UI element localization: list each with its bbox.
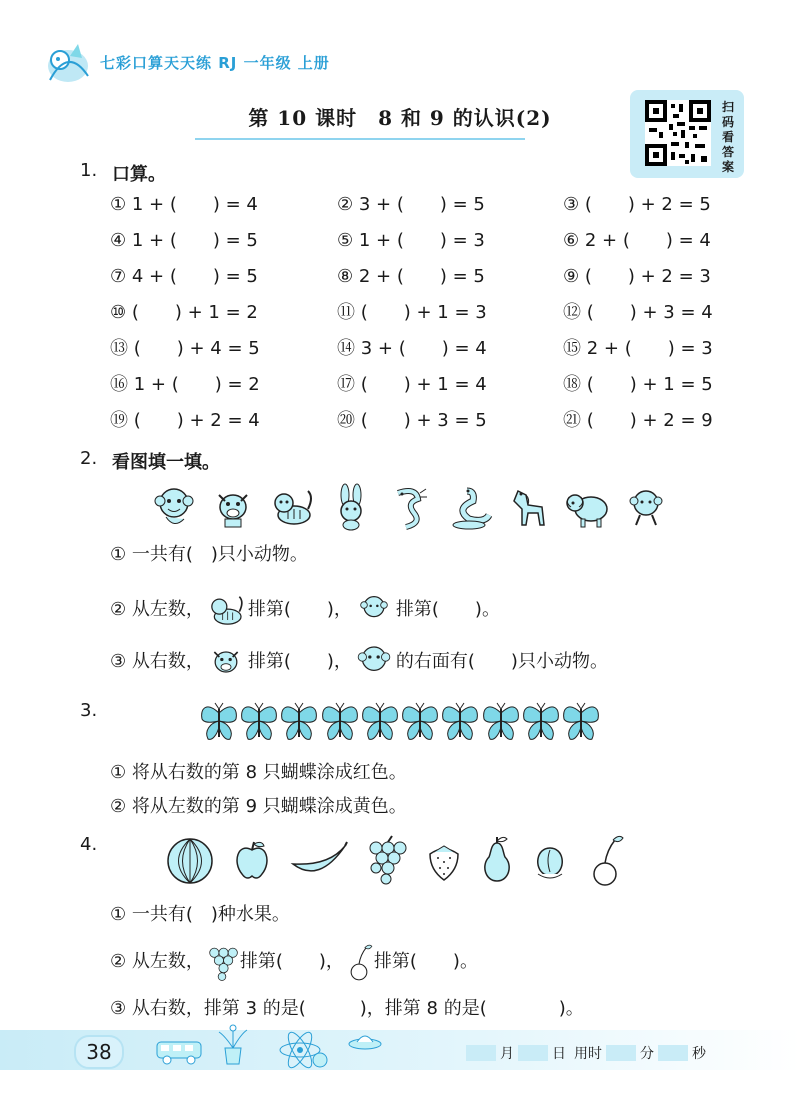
q1-eq-11[interactable]: ⑪ ( ) + 1 = 3 [337,302,487,323]
butterfly-icon[interactable] [200,701,238,743]
butterfly-icon[interactable] [441,701,479,743]
q1-title: 口算。 [112,164,166,185]
date-row [462,1043,706,1063]
q1-eq-17[interactable]: ⑰ ( ) + 1 = 4 [337,374,487,395]
series-title: 七彩口算天天练 RJ 一年级 上册 [100,54,330,72]
seconds-blank[interactable] [658,1045,688,1061]
q1-eq-9[interactable]: ⑨ ( ) + 2 = 3 [563,266,711,287]
rabbit-icon [327,483,375,531]
q3-line-1[interactable]: ① 将从右数的第 8 只蝴蝶涂成红色。 [110,762,407,783]
q1-eq-18[interactable]: ⑱ ( ) + 1 = 5 [563,374,713,395]
qr-label-char: 答 [721,145,734,159]
q2-line-2[interactable] [110,590,500,630]
butterfly-icon[interactable] [522,701,560,743]
q4-line-1[interactable]: ① 一共有( )种水果。 [110,904,290,925]
cherry-icon [585,832,625,888]
q2-line2-mid: 排第( )， [247,599,352,620]
q2-line3-lead: ③ 从右数， [110,651,204,672]
day-blank[interactable] [518,1045,548,1061]
ufo-icon [345,1030,385,1054]
q1-number: 1. [80,160,98,181]
apple-icon [230,838,274,882]
q1-eq-16[interactable]: ⑯ 1 + ( ) = 2 [110,374,260,395]
plant-icon [215,1022,251,1066]
q1-eq-10[interactable]: ⑩ ( ) + 1 = 2 [110,302,258,323]
banana-icon [289,840,349,880]
q2-line3-mid: 排第( )， [247,651,352,672]
q2-line2-end: 排第( )。 [395,599,500,620]
cow-icon [204,642,248,682]
q1-eq-13[interactable]: ⑬ ( ) + 4 = 5 [110,338,260,359]
grapes-icon [204,942,240,982]
qr-label [718,100,738,175]
butterfly-icon[interactable] [280,701,318,743]
qr-code-icon[interactable] [645,100,711,166]
q4-line2-lead: ② 从左数， [110,951,204,972]
atom-icon [270,1030,330,1070]
monkey-icon [352,590,396,630]
q2-line2-lead: ② 从左数， [110,599,204,620]
butterfly-row [200,700,600,744]
q1-eq-19[interactable]: ⑲ ( ) + 2 = 4 [110,410,260,431]
tiger-icon [268,483,316,531]
month-blank[interactable] [466,1045,496,1061]
seconds-label: 秒 [692,1046,706,1062]
strawberry-icon [424,838,464,882]
fruit-row [165,832,625,888]
butterfly-icon[interactable] [361,701,399,743]
q2-line-3[interactable] [110,642,608,682]
q1-eq-6[interactable]: ⑥ 2 + ( ) = 4 [563,230,711,251]
q1-eq-20[interactable]: ⑳ ( ) + 3 = 5 [337,410,487,431]
monkey-icon [150,483,198,531]
butterfly-icon[interactable] [240,701,278,743]
q3-number: 3. [80,700,98,721]
q1-eq-12[interactable]: ⑫ ( ) + 3 = 4 [563,302,713,323]
snake-icon [445,483,493,531]
time-label: 用时 [574,1046,602,1062]
title-underline [195,138,525,140]
minutes-label: 分 [640,1046,654,1062]
peach-icon [530,838,570,882]
q1-eq-21[interactable]: ㉑ ( ) + 2 = 9 [563,410,713,431]
tiger-icon [204,590,248,630]
q2-number: 2. [80,448,98,469]
animal-row [150,482,670,532]
page-number: 38 [74,1035,124,1069]
q2-line3-end: 的右面有( )只小动物。 [395,651,608,672]
q4-line2-end: 排第( )。 [373,951,478,972]
q1-eq-4[interactable]: ④ 1 + ( ) = 5 [110,230,258,251]
q3-line-2[interactable]: ② 将从左数的第 9 只蝴蝶涂成黄色。 [110,796,407,817]
pear-icon [479,835,515,885]
qr-label-char: 扫 [721,100,734,114]
month-label: 月 [500,1046,514,1062]
qr-label-char: 案 [721,160,734,174]
lesson-title: 第 10 课时 8 和 9 的认识(2) [248,106,552,130]
q4-line-3[interactable]: ③ 从右数，排第 3 的是( )，排第 8 的是( )。 [110,998,584,1019]
q1-eq-3[interactable]: ③ ( ) + 2 = 5 [563,194,711,215]
logo-icon [40,36,96,88]
bus-icon [155,1038,203,1066]
horse-icon [504,483,552,531]
butterfly-icon[interactable] [482,701,520,743]
cherry-icon [344,942,374,982]
butterfly-icon[interactable] [401,701,439,743]
q4-line2-mid: 排第( )， [239,951,344,972]
q4-line-2[interactable] [110,942,478,982]
q1-eq-15[interactable]: ⑮ 2 + ( ) = 3 [563,338,713,359]
q2-title: 看图填一填。 [112,452,220,473]
minutes-blank[interactable] [606,1045,636,1061]
grapes-icon [364,834,408,886]
dragon-icon [386,483,434,531]
q1-eq-1[interactable]: ① 1 + ( ) = 4 [110,194,258,215]
butterfly-icon[interactable] [321,701,359,743]
q1-eq-14[interactable]: ⑭ 3 + ( ) = 4 [337,338,487,359]
q1-eq-2[interactable]: ② 3 + ( ) = 5 [337,194,485,215]
butterfly-icon[interactable] [562,701,600,743]
watermelon-icon [165,834,215,886]
monkey-icon [622,483,670,531]
qr-label-char: 看 [721,130,734,144]
q1-eq-8[interactable]: ⑧ 2 + ( ) = 5 [337,266,485,287]
monkey-icon [352,642,396,682]
day-label: 日 [552,1046,566,1062]
q1-eq-5[interactable]: ⑤ 1 + ( ) = 3 [337,230,485,251]
qr-label-char: 码 [721,115,734,129]
q1-eq-7[interactable]: ⑦ 4 + ( ) = 5 [110,266,258,287]
cow-icon [209,483,257,531]
q4-number: 4. [80,834,98,855]
sheep-icon [563,483,611,531]
q2-line-1[interactable]: ① 一共有( )只小动物。 [110,544,308,565]
